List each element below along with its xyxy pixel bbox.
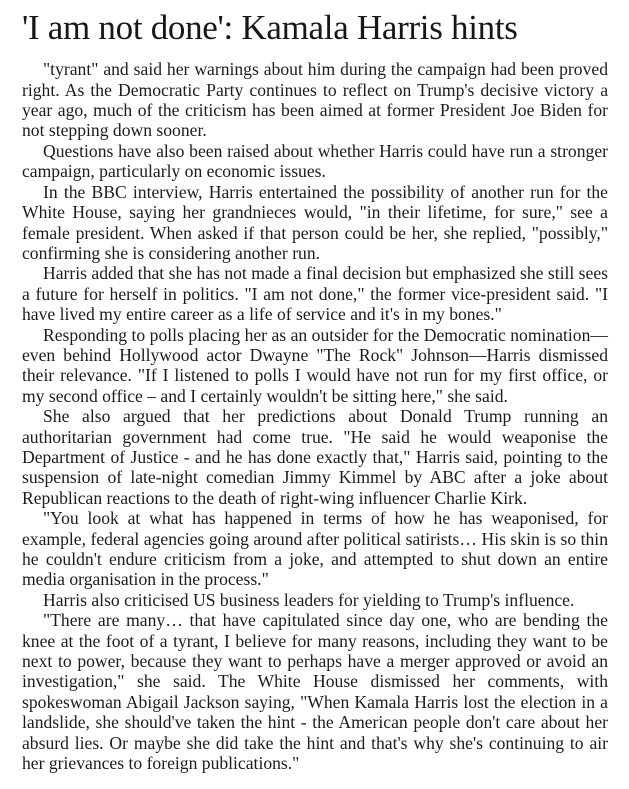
article-paragraph: Harris also criticised US business leaders for yielding to Trump's influence.	[43, 589, 575, 610]
article-paragraph: Responding to polls placing her as an outsider for the Democratic nomination—even behind Hollywood actor Dwayne "The Rock" Johnson—Harris dismissed their relevance. "If I listened to polls I would have not run for my first office, or my second office – and I certainly wouldn't be sitting here," she said.	[22, 324, 608, 406]
article-paragraph: "There are many… that have capitulated since day one, who are bending the knee at the foot of a tyrant, I believe for many reasons, including they want to be next to power, because they want to perhaps have a merger approved or avoid an investigation," she said. The White House dismissed her comments, with spokeswoman Abigail Jackson saying, "When Kamala Harris lost the election in a landslide, she should've taken the hint - the American people don't care about her absurd lies. Or maybe she did take the hint and that's why she's continuing to air her grievances to foreign publications."	[22, 610, 608, 774]
article-body	[22, 59, 608, 773]
article-paragraph: Harris added that she has not made a final decision but emphasized she still sees a future for herself in politics. "I am not done," the former vice-president said. "I have lived my entire career as a life of service and it's in my bones."	[22, 263, 608, 325]
article-paragraph: "You look at what has happened in terms of how he has weaponised, for example, federal agencies going around after political satirists… His skin is so thin he couldn't endure criticism from a joke, and attempted to shut down an entire media organisation in the process."	[22, 508, 608, 590]
article-headline: 'I am not done': Kamala Harris hints	[22, 8, 518, 47]
article-paragraph: Questions have also been raised about whether Harris could have run a stronger campaign, particularly on economic issues.	[22, 140, 608, 182]
article-paragraph: "tyrant" and said her warnings about him during the campaign had been proved right. As the Democratic Party continues to reflect on Trump's decisive victory a year ago, much of the criticism has been aimed at former President Joe Biden for not stepping down sooner.	[22, 59, 608, 141]
article-paragraph: In the BBC interview, Harris entertained the possibility of another run for the White House, saying her grandnieces would, "in their lifetime, for sure," see a female president. When asked if that person could be her, she replied, "possibly," confirming she is considering another run.	[22, 181, 608, 263]
article-paragraph: She also argued that her predictions about Donald Trump running an authoritarian government had come true. "He said he would weaponise the Department of Justice - and he has done exactly that," Harris said, pointing to the suspension of late-night comedian Jimmy Kimmel by ABC after a joke about Republican reactions to the death of right-wing influencer Charlie Kirk.	[22, 406, 608, 508]
